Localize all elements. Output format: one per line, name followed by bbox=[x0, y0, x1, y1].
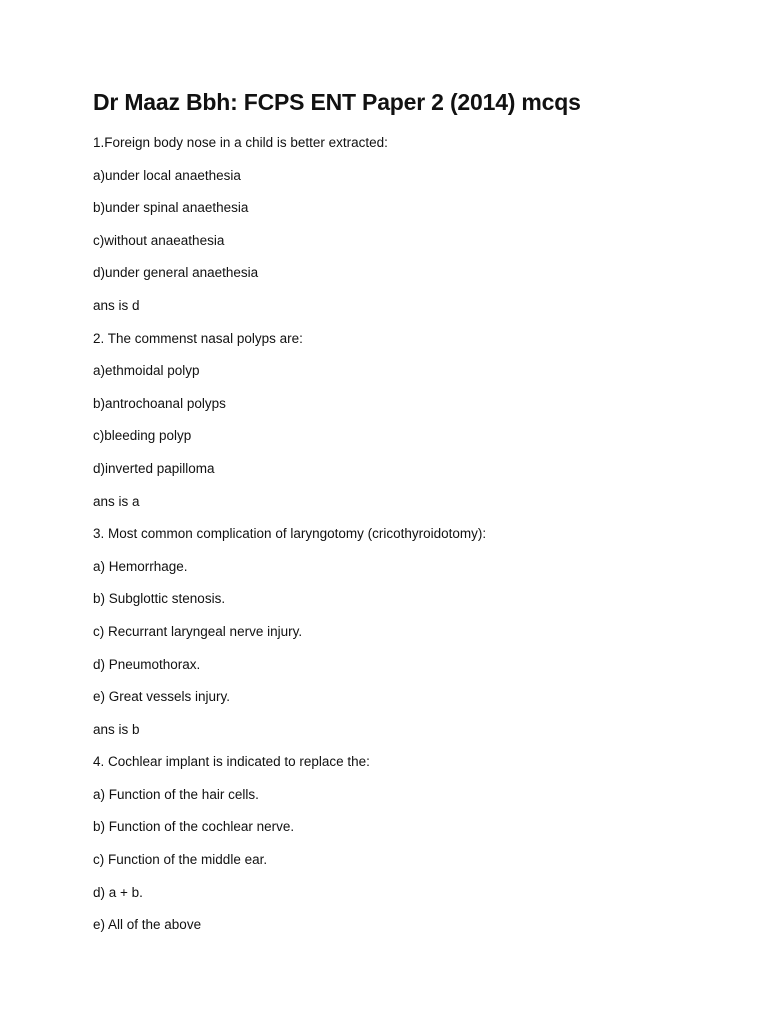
question-3-answer: ans is b bbox=[93, 721, 140, 737]
question-2-stem: 2. The commenst nasal polyps are: bbox=[93, 330, 303, 346]
question-2-option-a: a)ethmoidal polyp bbox=[93, 363, 200, 379]
question-1-option-b: b)under spinal anaethesia bbox=[93, 200, 249, 216]
question-3-option-e: e) Great vessels injury. bbox=[93, 689, 231, 705]
page-title: Dr Maaz Bbh: FCPS ENT Paper 2 (2014) mcqs bbox=[93, 89, 581, 115]
question-1-stem: 1.Foreign body nose in a child is better extracted: bbox=[93, 135, 388, 150]
question-2-answer: ans is a bbox=[93, 493, 140, 509]
question-4-option-e: e) All of the above bbox=[93, 917, 202, 933]
question-3-option-c: c) Recurrant laryngeal nerve injury. bbox=[93, 623, 303, 639]
question-2-option-b: b)antrochoanal polyps bbox=[93, 395, 226, 411]
mcq-list bbox=[93, 131, 486, 946]
question-3-option-b: b) Subglottic stenosis. bbox=[93, 591, 226, 607]
question-4-stem: 4. Cochlear implant is indicated to replace the: bbox=[93, 754, 370, 770]
question-4-option-d: d) a + b. bbox=[93, 884, 143, 900]
question-2-option-d: d)inverted papilloma bbox=[93, 460, 215, 476]
question-2-option-c: c)bleeding polyp bbox=[93, 428, 192, 444]
question-3-stem: 3. Most common complication of laryngotomy (cricothyroidotomy): bbox=[93, 526, 487, 542]
question-4-option-b: b) Function of the cochlear nerve. bbox=[93, 819, 295, 835]
question-4-option-c: c) Function of the middle ear. bbox=[93, 852, 268, 868]
question-1-answer: ans is d bbox=[93, 297, 140, 313]
question-3-option-d: d) Pneumothorax. bbox=[93, 656, 201, 672]
question-4-option-a: a) Function of the hair cells. bbox=[93, 786, 259, 802]
question-1-option-c: c)without anaeathesia bbox=[93, 232, 225, 248]
question-3-option-a: a) Hemorrhage. bbox=[93, 558, 188, 574]
question-1-option-a: a)under local anaethesia bbox=[93, 167, 241, 183]
question-1-option-d: d)under general anaethesia bbox=[93, 265, 259, 281]
